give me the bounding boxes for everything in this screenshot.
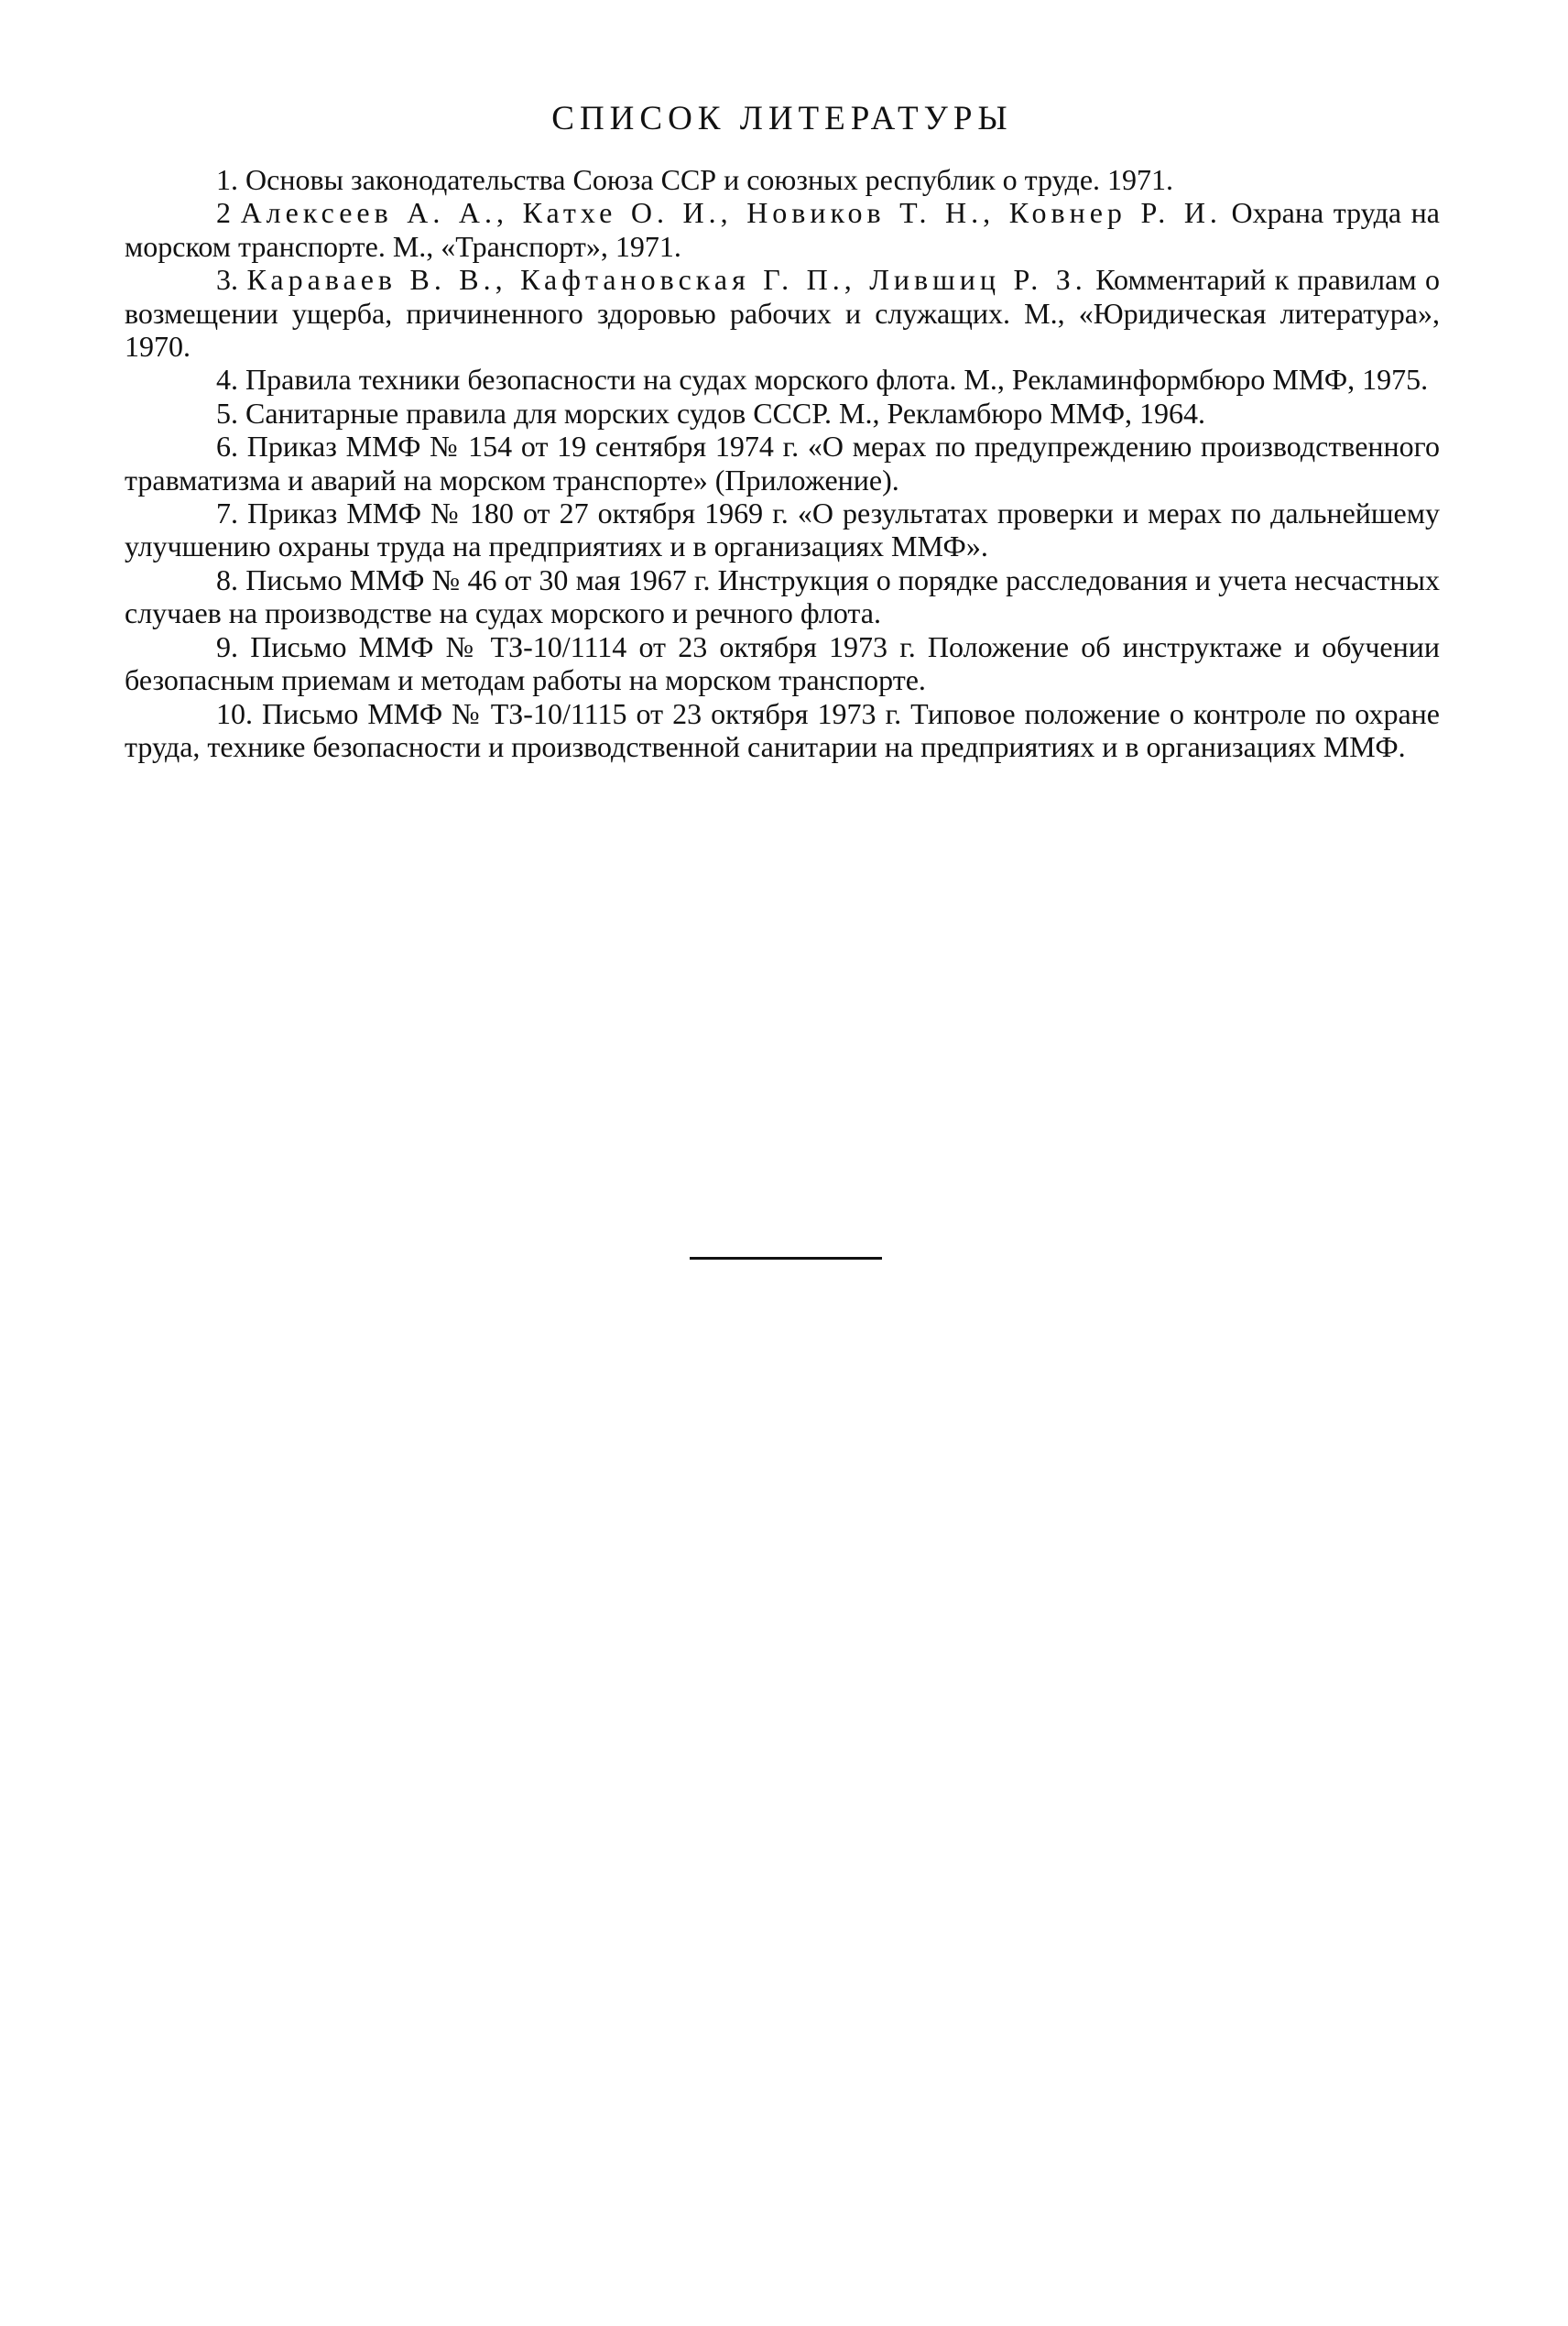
reference-authors: Алексеев А. А., Катхе О. И., Новиков Т. Н., Ковнер Р. И. bbox=[240, 196, 1222, 230]
reference-item-2 bbox=[125, 196, 1440, 263]
reference-number: 6. bbox=[216, 430, 238, 464]
reference-number: 1. bbox=[216, 163, 238, 196]
reference-item-1 bbox=[125, 163, 1440, 196]
reference-text: Правила техники безопасности на судах морского флота. М., Рекламинформбюро ММФ, 1975. bbox=[245, 363, 1429, 397]
reference-item-3 bbox=[125, 263, 1440, 363]
reference-list bbox=[125, 163, 1440, 763]
reference-number: 4. bbox=[216, 363, 238, 397]
section-divider bbox=[690, 1257, 882, 1260]
reference-number: 5. bbox=[216, 396, 238, 430]
reference-number: 2 bbox=[216, 196, 231, 230]
reference-item-8 bbox=[125, 563, 1440, 630]
reference-authors: Караваев В. В., Кафтановская Г. П., Лившиц Р. З. bbox=[246, 263, 1087, 297]
reference-number: 10. bbox=[216, 696, 253, 730]
reference-item-6 bbox=[125, 430, 1440, 497]
reference-text: Письмо ММФ № ТЗ-10/1114 от 23 октября 1973 г. Положение об инструктаже и обучении безопасным приемам и методам работы на морском транспорте. bbox=[125, 629, 1441, 697]
reference-item-7 bbox=[125, 497, 1440, 563]
reference-text: Основы законодательства Союза ССР и союзных республик о труде. 1971. bbox=[245, 163, 1174, 196]
reference-text: Приказ ММФ № 154 от 19 сентября 1974 г. «О мерах по предупреждению производственного травматизма и аварий на морском транспорте» (Приложение). bbox=[125, 430, 1441, 497]
page-title: СПИСОК ЛИТЕРАТУРЫ bbox=[551, 100, 1013, 137]
reference-number: 7. bbox=[216, 497, 238, 530]
reference-text: Приказ ММФ № 180 от 27 октября 1969 г. «О результатах проверки и мерах по дальнейшему улучшению охраны труда на предприятиях и в организациях ММФ». bbox=[125, 497, 1441, 563]
reference-number: 9. bbox=[216, 629, 238, 663]
reference-text: Санитарные правила для морских судов СССР. М., Рекламбюро ММФ, 1964. bbox=[245, 396, 1205, 430]
reference-item-10 bbox=[125, 697, 1440, 764]
reference-item-4 bbox=[125, 363, 1440, 396]
reference-text: Письмо ММФ № 46 от 30 мая 1967 г. Инструкция о порядке расследования и учета несчастных случаев на производстве на судах морского и речного флота. bbox=[125, 562, 1441, 630]
reference-text: Письмо ММФ № ТЗ-10/1115 от 23 октября 1973 г. Типовое положение о контроле по охране труда, технике безопасности и производственной санитарии на предприятиях и в организациях ММФ. bbox=[125, 696, 1441, 763]
document-page bbox=[125, 99, 1440, 763]
reference-item-9 bbox=[125, 630, 1440, 697]
reference-text: Охрана труда на морском транспорте. М., «Транспорт», 1971. bbox=[125, 196, 1441, 263]
reference-number: 3. bbox=[216, 263, 238, 297]
reference-text: Комментарий к правилам о возмещении ущерба, причиненного здоровью рабочих и служащих. М., «Юридическая литература», 1970. bbox=[125, 263, 1441, 364]
reference-item-5 bbox=[125, 397, 1440, 430]
reference-number: 8. bbox=[216, 562, 238, 596]
